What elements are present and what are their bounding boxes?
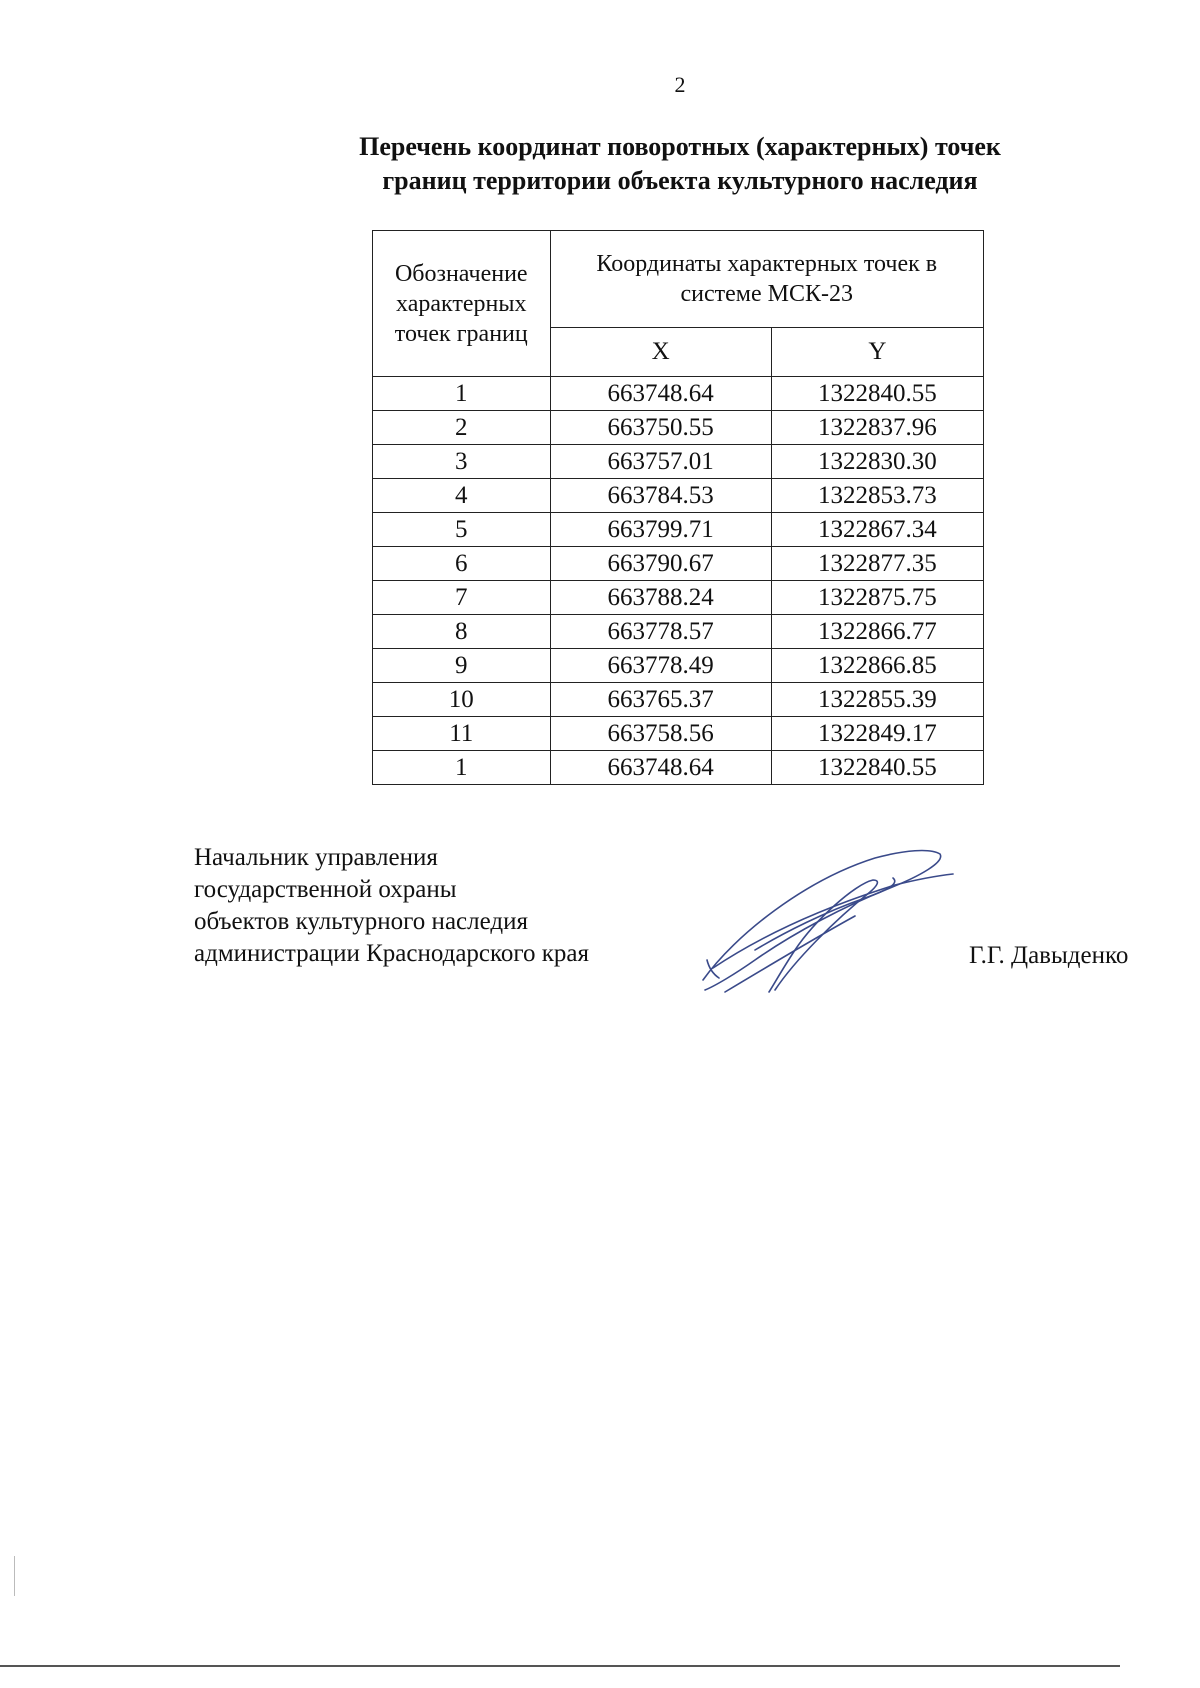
cell-x: 663750.55 <box>550 411 771 445</box>
cell-x: 663790.67 <box>550 547 771 581</box>
cell-y: 1322840.55 <box>771 751 983 785</box>
table-row <box>373 649 984 683</box>
signer-name: Г.Г. Давыденко <box>969 942 1129 969</box>
coordinates-table <box>372 230 984 785</box>
cell-y: 1322830.30 <box>771 445 983 479</box>
header-point-designation: Обозначение характерных точек границ <box>373 231 551 377</box>
cell-x: 663748.64 <box>550 751 771 785</box>
cell-x: 663758.56 <box>550 717 771 751</box>
table-row <box>373 615 984 649</box>
cell-x: 663778.57 <box>550 615 771 649</box>
cell-y: 1322840.55 <box>771 377 983 411</box>
cell-point: 1 <box>373 751 551 785</box>
handwritten-signature <box>695 840 955 1000</box>
cell-x: 663765.37 <box>550 683 771 717</box>
header-x: X <box>550 328 771 377</box>
cell-y: 1322866.85 <box>771 649 983 683</box>
header-y: Y <box>771 328 983 377</box>
cell-x: 663778.49 <box>550 649 771 683</box>
cell-y: 1322837.96 <box>771 411 983 445</box>
scan-edge-mark <box>14 1556 15 1596</box>
cell-point: 7 <box>373 581 551 615</box>
page-number: 2 <box>674 72 686 97</box>
heading-line-2: границ территории объекта культурного наследия <box>382 166 978 195</box>
table-row <box>373 411 984 445</box>
position-line: Начальник управления <box>194 844 438 871</box>
document-heading <box>330 130 1030 198</box>
cell-x: 663748.64 <box>550 377 771 411</box>
cell-x: 663799.71 <box>550 513 771 547</box>
cell-point: 1 <box>373 377 551 411</box>
cell-x: 663784.53 <box>550 479 771 513</box>
cell-point: 2 <box>373 411 551 445</box>
cell-point: 6 <box>373 547 551 581</box>
cell-point: 10 <box>373 683 551 717</box>
cell-y: 1322849.17 <box>771 717 983 751</box>
cell-point: 9 <box>373 649 551 683</box>
cell-point: 3 <box>373 445 551 479</box>
header-coordinates: Координаты характерных точек в системе МСК-23 <box>550 231 983 328</box>
table-row <box>373 479 984 513</box>
table-row <box>373 751 984 785</box>
table-row <box>373 683 984 717</box>
cell-x: 663757.01 <box>550 445 771 479</box>
cell-y: 1322875.75 <box>771 581 983 615</box>
table-row <box>373 377 984 411</box>
position-line: государственной охраны <box>194 876 457 903</box>
heading-line-1: Перечень координат поворотных (характерных) точек <box>359 132 1001 161</box>
cell-y: 1322877.35 <box>771 547 983 581</box>
position-line: объектов культурного наследия <box>194 908 528 935</box>
coordinates-table-body <box>373 231 984 785</box>
cell-y: 1322853.73 <box>771 479 983 513</box>
position-line: администрации Краснодарского края <box>194 940 590 967</box>
signer-position <box>194 842 694 970</box>
table-row <box>373 581 984 615</box>
table-row <box>373 445 984 479</box>
cell-y: 1322855.39 <box>771 683 983 717</box>
cell-point: 11 <box>373 717 551 751</box>
cell-x: 663788.24 <box>550 581 771 615</box>
table-row <box>373 717 984 751</box>
cell-point: 8 <box>373 615 551 649</box>
table-row <box>373 513 984 547</box>
cell-y: 1322866.77 <box>771 615 983 649</box>
cell-point: 4 <box>373 479 551 513</box>
table-header-row <box>373 231 984 328</box>
table-row <box>373 547 984 581</box>
cell-y: 1322867.34 <box>771 513 983 547</box>
page-bottom-rule <box>0 1665 1120 1667</box>
cell-point: 5 <box>373 513 551 547</box>
